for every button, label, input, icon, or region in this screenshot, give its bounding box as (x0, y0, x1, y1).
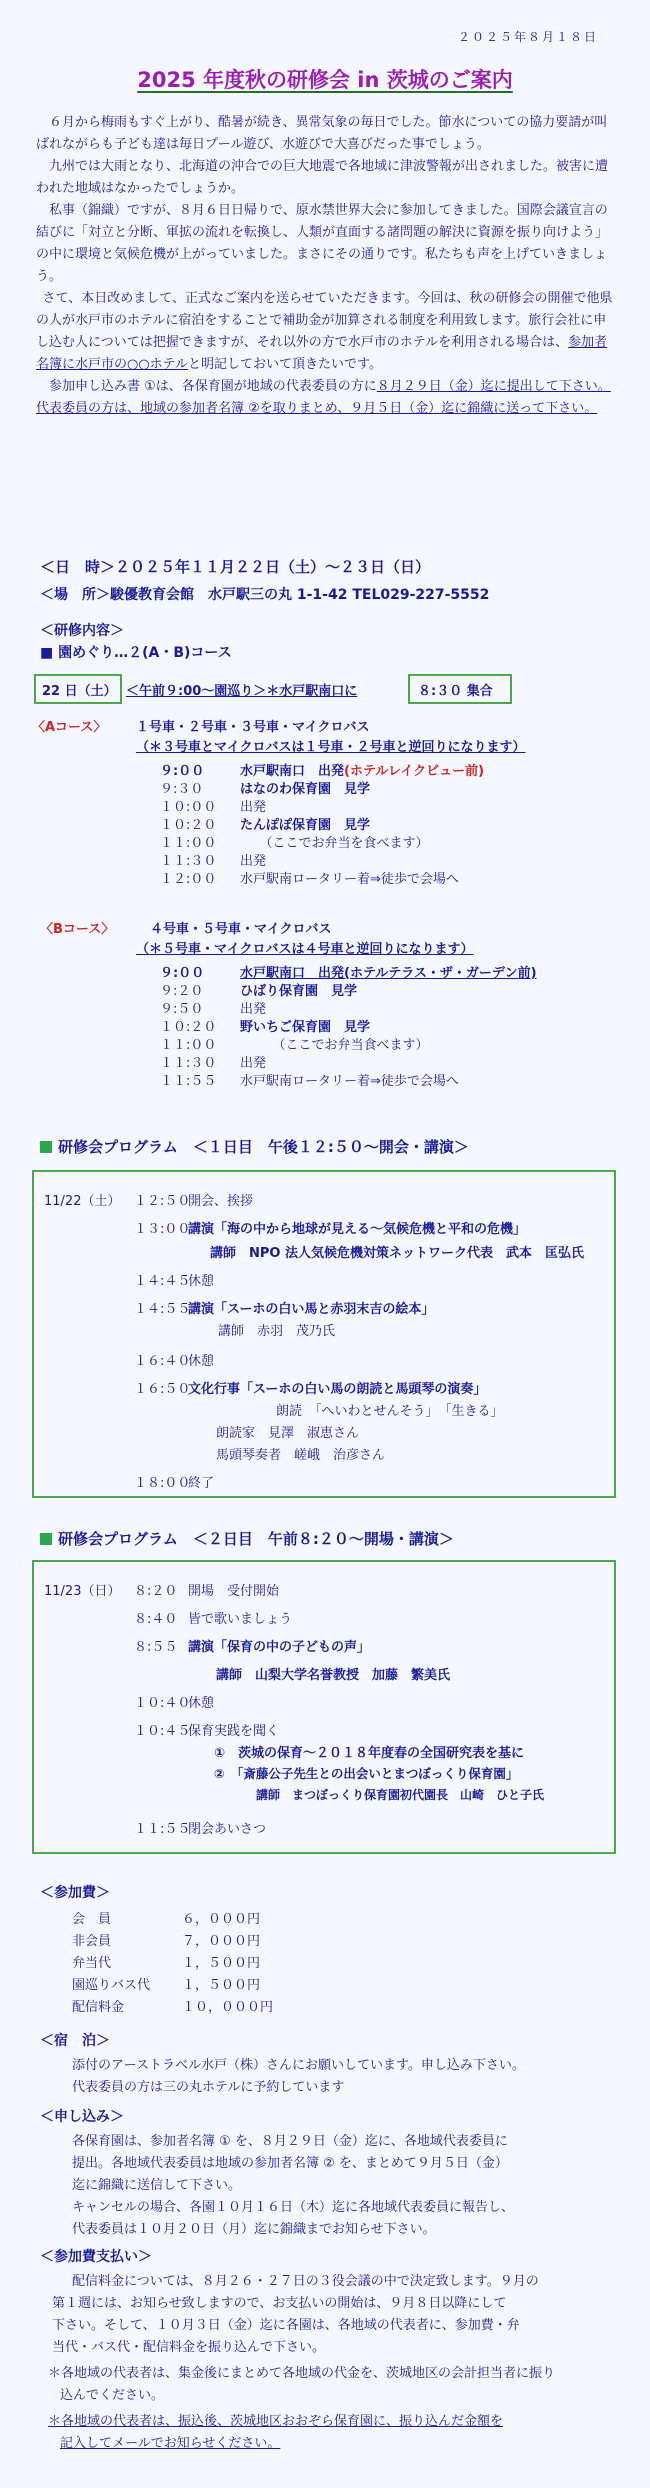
tour-desc: 水戸駅南口 出発(ホテルテラス・ザ・ガーデン前) (240, 966, 537, 981)
tour-row (160, 1070, 459, 1089)
hotel-note: (ホテルレイクビュー前) (344, 764, 485, 779)
day1-date: 11/22（土） (44, 1194, 121, 1209)
fee-row (72, 1930, 260, 1949)
program-time: １３:００ (134, 1222, 191, 1237)
apply-text: 提出。各地域代表委員は地域の参加者名簿 ② を、まとめて９月５日（金） (72, 2156, 508, 2171)
tour-desc: 出発 (240, 1056, 267, 1071)
pay-text: 第１週には、お知らせ致しますので、お支払いの開始は、９月８日以降にして (52, 2296, 507, 2311)
pay-text: 下さい。そして、１０月３日（金）迄に各園は、各地域の代表者に、参加費・弁 (52, 2318, 520, 2333)
program-row (134, 1350, 214, 1369)
apply-form-text: 参加申し込み書 ①は、各保育園が地域の代表委員の方に (49, 379, 377, 394)
tour-desc: 出発 (240, 800, 267, 815)
program-row (134, 1270, 214, 1289)
program-row (134, 1692, 214, 1711)
tour-time-cell: １１:００ (160, 1038, 217, 1053)
program-time: １６:５０ (134, 1382, 191, 1397)
program-desc: 講師 まつぼっくり保育園初代園長 山崎 ひと子氏 (256, 1788, 545, 1802)
tour-row (160, 832, 429, 851)
intro-text (36, 112, 616, 420)
intro-paragraph: 私事（錦織）ですが、８月６日日帰りで、原水禁世界大会に参加してきました。国際会議宣言の結びに「対立と分断、軍拡の流れを転換し、人類が直面する諸問題の解決に資源を振り向けよう」の中に環境と気候危機が上がっていました。まさにその通りです。私たちも声を上げていきましょう。 (36, 203, 609, 284)
hotel-notice: 参加者名簿に水戸市の○○ホテル (36, 335, 608, 372)
fee-row (72, 1996, 273, 2015)
tour-row (160, 962, 537, 981)
tour-desc: （ここでお弁当を食べます） (240, 836, 429, 851)
pay-note: 記入してメールでお知らせください。 (60, 2436, 281, 2451)
fee-value: １０，０００円 (182, 2000, 274, 2015)
program-desc: 講師 山梨大学名誉教授 加藤 繁美氏 (216, 1668, 451, 1683)
pay-note: ＊各地域の代表者は、振込後、茨城地区おおぞら保育園に、振り込んだ金額を (48, 2414, 504, 2429)
tour-desc: 出発 (240, 854, 267, 869)
tour-row (160, 796, 266, 815)
program-desc: 開会、挨拶 (188, 1194, 254, 1209)
tour-row (160, 850, 266, 869)
program-row (134, 1190, 253, 1209)
program-row (214, 1764, 518, 1782)
program-desc: 文化行事「スーホの白い馬の朗読と馬頭琴の演奏」 (188, 1382, 487, 1397)
program-desc: 講師 赤羽 茂乃氏 (218, 1324, 336, 1339)
tour-time-cell: １１:３０ (160, 1056, 217, 1071)
fee-row (72, 1908, 260, 1927)
tour-desc: 野いちご保育園 見学 (240, 1020, 371, 1035)
program-desc: ② 「斎藤公子先生との出会いとまつぼっくり保育園」 (214, 1766, 519, 1781)
intro-hotel-text: さて、本日改めまして、正式なご案内を送らせていただきます。今回は、秋の研修会の開催で他県の人が水戸市のホテルに宿泊をすることで補助金が加算される制度を利用致します。旅行会社に申し込む人については把握できますが、それ以外の方で水戸市のホテルを利用される場合は、 (36, 291, 613, 350)
program-desc: 休憩 (188, 1274, 215, 1289)
program-row (218, 1320, 335, 1339)
fee-row (72, 1974, 260, 1993)
tour-date-box (34, 674, 122, 704)
tour-row (160, 1052, 266, 1071)
pay-heading: ＜参加費支払い＞ (40, 2249, 152, 2265)
day1-heading (40, 1136, 469, 1157)
event-date: ＜日 時＞２０２５年１１月２２日（土）～２３日（日） (40, 558, 431, 576)
program-time: １１:５５ (134, 1822, 191, 1837)
tour-heading: ■ 園めぐり…２(A・B)コース (40, 645, 232, 661)
program-desc: ① 茨城の保育～２０１８年度春の全国研究表を基に (214, 1746, 525, 1761)
program-row (216, 1422, 359, 1441)
course-b-label (40, 918, 114, 937)
program-desc: 閉会あいさつ (188, 1822, 267, 1837)
program-time: ８:２０ (134, 1584, 178, 1599)
page-title: 2025 年度秋の研修会 in 茨城のご案内 (137, 68, 513, 92)
apply-deadline: ８月２９日（金）迄に提出して下さい。代表委員の方は、地域の参加者名簿 ②を取りまとめ、９月５日（金）迄に錦織に送って下さい。 (36, 379, 611, 416)
program-row (214, 1742, 524, 1761)
pay-note: ＊各地域の代表者は、集金後にまとめて各地域の代金を、茨城地区の会計担当者に振り (48, 2366, 556, 2381)
program-desc: 皆で歌いましょう (188, 1612, 293, 1627)
program-time: １０:４０ (134, 1696, 191, 1711)
program-desc: 開場 受付開始 (188, 1584, 280, 1599)
square-icon (40, 1533, 52, 1545)
tour-date: 22 日（土） (42, 684, 117, 699)
content-heading: ＜研修内容＞ (40, 623, 124, 639)
tour-row (160, 814, 370, 833)
intro-hotel-end: と明記しておいて頂きたいです。 (188, 357, 383, 372)
tour-row (160, 778, 370, 797)
program-row (276, 1400, 504, 1419)
program-desc: 休憩 (188, 1696, 215, 1711)
fee-label: 非会員 (72, 1934, 112, 1949)
program-row (134, 1472, 214, 1491)
day1-heading-text: 研修会プログラム ＜１日目 午後１２:５０～開会・講演＞ (58, 1138, 469, 1156)
fee-value: ７，０００円 (182, 1934, 261, 1949)
gather-time: ８:３０ 集合 (418, 684, 493, 699)
program-row (210, 1242, 584, 1261)
pay-note: 込んでください。 (60, 2388, 165, 2403)
stay-text: 代表委員の方は三の丸ホテルに予約しています (72, 2080, 345, 2095)
course-b-bus: ４号車・５号車・マイクロバス (150, 922, 332, 937)
day2-heading-text: 研修会プログラム ＜２日目 午前８:２０～開場・講演＞ (58, 1530, 454, 1548)
program-desc: 講師 NPO 法人気候危機対策ネットワーク代表 武本 匡弘氏 (210, 1246, 584, 1261)
tour-time-cell: １０:２０ (160, 1020, 217, 1035)
tour-time-cell: １０:２０ (160, 818, 217, 833)
day2-date: 11/23（日） (44, 1584, 121, 1599)
tour-time-cell: ９:３０ (160, 782, 204, 797)
day2-program (32, 1560, 616, 1854)
program-desc: 終了 (188, 1476, 215, 1491)
tour-time: ＜午前９:00～園巡り＞＊水戸駅南口に (126, 684, 358, 699)
program-desc: 馬頭琴奏者 嵯峨 治彦さん (216, 1448, 386, 1463)
stay-text: 添付のアーストラベル水戸（株）さんにお願いしています。申し込み下さい。 (72, 2058, 525, 2073)
program-row (256, 1786, 544, 1803)
fee-value: １，５００円 (182, 1956, 261, 1971)
course-a-bus: １号車・２号車・３号車・マイクロバス (136, 720, 370, 735)
pay-text: 当代・バス代・配信料金を振り込んで下さい。 (52, 2340, 326, 2355)
tour-row (160, 980, 357, 999)
course-a-label (32, 716, 106, 735)
course-b-tag: 〈Bコース〉 (40, 922, 115, 937)
apply-text: 代表委員は１０月２０日（月）迄に錦織までお知らせ下さい。 (72, 2222, 436, 2237)
tour-time-cell: ９:００ (160, 764, 205, 779)
tour-row (160, 1034, 429, 1053)
intro-paragraph: 九州では大雨となり、北海道の沖合での巨大地震で各地域に津波警報が出されました。被害に遭われた地域はなかったでしょうか。 (36, 159, 609, 196)
document-date: ２０２５年８月１８日 (457, 30, 598, 44)
program-time: １０:４５ (134, 1724, 191, 1739)
program-row (134, 1298, 434, 1317)
gather-box (408, 674, 512, 704)
tour-desc: 水戸駅南口 出発 (240, 764, 345, 779)
tour-row (160, 998, 266, 1017)
program-desc: 朗読家 見澤 淑恵さん (216, 1426, 360, 1441)
fee-row (72, 1952, 260, 1971)
program-row (134, 1636, 370, 1655)
program-row (216, 1664, 450, 1683)
tour-row (160, 760, 484, 779)
tour-desc: 出発 (240, 1002, 267, 1017)
fee-heading: ＜参加費＞ (40, 1885, 110, 1901)
program-row (134, 1720, 279, 1739)
program-time: １４:５５ (134, 1302, 191, 1317)
pay-text: 配信料金については、８月２６・２７日の３役会議の中で決定致します。９月の (72, 2274, 539, 2289)
program-time: １８:００ (134, 1476, 191, 1491)
intro-paragraph (36, 288, 616, 376)
program-time: ８:５５ (134, 1640, 178, 1655)
program-row (134, 1580, 279, 1599)
tour-desc: はなのわ保育園 見学 (240, 782, 371, 797)
tour-time-cell: ９:２０ (160, 984, 204, 999)
tour-time-cell: １０:００ (160, 800, 217, 815)
apply-heading: ＜申し込み＞ (40, 2109, 124, 2125)
apply-text: 各保育園は、参加者名簿 ① を、８月２９日（金）迄に、各地域代表委員に (72, 2134, 508, 2149)
program-time: １４:４５ (134, 1274, 191, 1289)
tour-desc: たんぽぽ保育園 見学 (240, 818, 371, 833)
event-venue: ＜場 所＞駿優教育会館 水戸駅三の丸 1-1-42 TEL029-227-5552 (40, 587, 490, 603)
program-row (134, 1378, 486, 1397)
square-icon (40, 1141, 52, 1153)
course-a-tag: 〈Aコース〉 (32, 720, 107, 735)
course-b-note: （＊５号車・マイクロバスは４号車と逆回りになります） (136, 942, 474, 957)
tour-time-cell: １１:５５ (160, 1074, 217, 1089)
program-desc: 朗読 「へいわとせんそう」 「生きる」 (276, 1404, 504, 1419)
program-time: ８:４０ (134, 1612, 178, 1627)
tour-desc: 水戸駅南ロータリー着⇒徒歩で会場へ (240, 872, 459, 887)
day2-heading (40, 1528, 454, 1549)
program-time: １６:４０ (134, 1354, 191, 1369)
fee-label: 配信料金 (72, 2000, 125, 2015)
fee-label: 弁当代 (72, 1956, 112, 1971)
apply-text: キャンセルの場合、各園１０月１６日（木）迄に各地域代表委員に報告し、 (72, 2200, 515, 2215)
program-desc: 休憩 (188, 1354, 215, 1369)
tour-time-cell: １１:３０ (160, 854, 217, 869)
tour-time-cell: ９:５０ (160, 1002, 204, 1017)
fee-label: 園巡りバス代 (72, 1978, 151, 1993)
tour-desc: （ここでお弁当食べます） (240, 1038, 429, 1053)
fee-value: ６，０００円 (182, 1912, 261, 1927)
apply-text: 迄に錦織に送信して下さい。 (72, 2178, 242, 2193)
fee-value: １，５００円 (182, 1978, 261, 1993)
program-desc: 講演「スーホの白い馬と赤羽末吉の絵本」 (188, 1302, 435, 1317)
tour-row (160, 868, 459, 887)
tour-row (160, 1016, 370, 1035)
tour-time-cell: １２:００ (160, 872, 217, 887)
intro-paragraph (36, 376, 616, 420)
intro-paragraph: ６月から梅雨もすぐ上がり、酷暑が続き、異常気象の毎日でした。節水についての協力要請が叫ばれながらも子ども達は毎日プール遊び、水遊びで大喜びだった事でしょう。 (36, 115, 608, 152)
stay-heading: ＜宿 泊＞ (40, 2033, 110, 2049)
program-row (134, 1218, 526, 1237)
program-time: １２:５０ (134, 1194, 191, 1209)
program-desc: 講演「海の中から地球が見える～気候危機と平和の危機」 (188, 1222, 527, 1237)
program-row (134, 1818, 266, 1837)
tour-desc: 水戸駅南ロータリー着⇒徒歩で会場へ (240, 1074, 459, 1089)
program-desc: 講演「保育の中の子どもの声」 (188, 1640, 371, 1655)
tour-desc: ひばり保育園 見学 (240, 984, 358, 999)
tour-time-cell: １１:００ (160, 836, 217, 851)
tour-time-cell: ９:００ (160, 966, 205, 981)
program-row (134, 1608, 292, 1627)
fee-label: 会 員 (72, 1912, 112, 1927)
program-row (216, 1444, 385, 1463)
program-desc: 保育実践を聞く (188, 1724, 280, 1739)
course-a-note: （＊３号車とマイクロバスは１号車・２号車と逆回りになります） (136, 740, 526, 755)
